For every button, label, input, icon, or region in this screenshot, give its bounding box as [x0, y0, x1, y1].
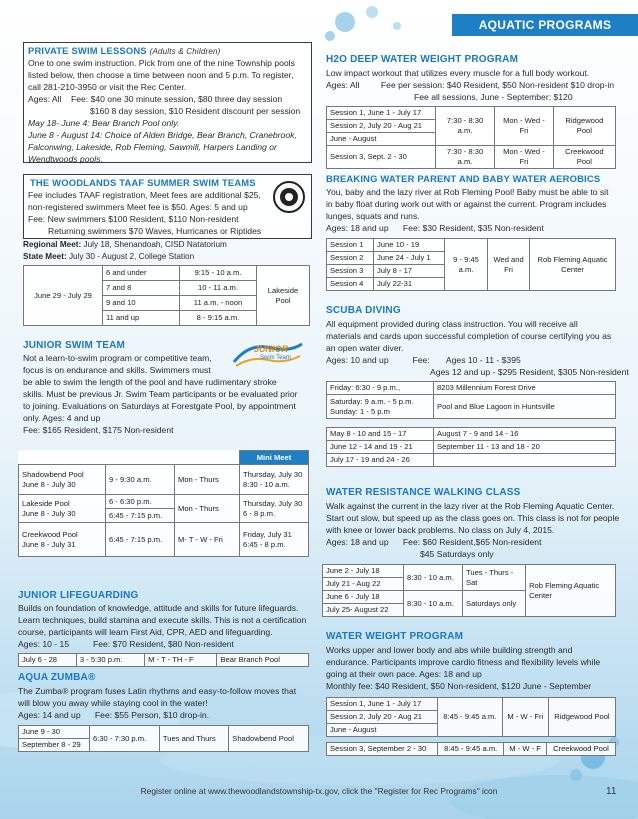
weight-table-2	[326, 742, 616, 756]
zumba-line-2: will blow you away while staying cool in the water!	[18, 698, 208, 708]
state-meet	[23, 251, 194, 263]
lifeguard-location: Bear Branch Pool	[217, 654, 309, 667]
shadow-pool-cell	[19, 465, 106, 495]
taaf-time-3: 8 - 9:15 a.m.	[180, 311, 257, 326]
scuba-r2b: Pool and Blue Lagoon in Huntsville	[434, 395, 616, 419]
breaking-d-0: June 10 - 19	[374, 239, 445, 252]
weight-loc-2: Creekwood Pool	[546, 743, 615, 756]
creek-pool: Creekwood Pool	[22, 529, 78, 539]
taaf-age-2: 9 and 10	[103, 296, 180, 311]
h2o-table	[326, 106, 616, 169]
scuba-line-3: an open water diver.	[326, 343, 404, 353]
junior-swim-logo	[232, 338, 304, 368]
h2o-line-1: Low impact workout that utilizes every muscle for a full body workout.	[326, 68, 590, 78]
scuba-line-2: materials and cards upon successful completion of course certifying you as	[326, 331, 612, 341]
scuba-title: SCUBA DIVING	[326, 305, 401, 316]
lake-meet: Thursday, July 30	[243, 498, 303, 508]
lake-time-1: 6 - 6:30 p.m.	[106, 495, 175, 509]
taaf-location: Lakeside Pool	[257, 266, 310, 326]
breaking-line-1: You, baby and the lazy river at Rob Fleming Pool! Baby must be able to sit	[326, 187, 609, 197]
junior-table	[18, 450, 309, 557]
private-line-4: Ages: All Fee: $40 one 30 minute session, $80 three day session	[28, 94, 283, 104]
zumba-d1: June 9 - 30	[19, 726, 90, 739]
weight-line-1: Works upper and lower body and abs while building strength and	[326, 645, 573, 655]
lifeguard-title: JUNIOR LIFEGUARDING	[18, 590, 139, 601]
taaf-line-3: Fee: New swimmers $100 Resident, $110 Non-resident	[28, 214, 239, 224]
zumba-title: AQUA ZUMBA®	[18, 672, 96, 683]
private-lessons-title	[28, 45, 221, 56]
walking-line-4: Ages: 18 and up Fee: $60 Resident,$65 Non-resident	[326, 537, 542, 547]
junior-title: JUNIOR SWIM TEAM	[23, 340, 126, 351]
private-line-5: $160 8 day session, $10 Resident discount per session	[90, 106, 301, 116]
weight-line-2: endurance. Participants improve cardio fitness and flexibility levels while	[326, 657, 601, 667]
walking-days2: Saturdays only	[463, 591, 526, 617]
scuba-line-1: All equipment provided during class instruction. You will receive all	[326, 319, 578, 329]
weight-time-2: 8:45 - 9:45 a.m.	[438, 743, 504, 756]
private-title-sub: (Adults & Children)	[149, 47, 221, 56]
lake-dates: June 8 - July 30	[22, 508, 76, 518]
lifeguard-table	[18, 653, 309, 667]
weight-line-4: Monthly fee: $40 Resident, $50 Non-resident, $120 June - September	[326, 681, 592, 691]
junior-line-1: Not a learn-to-swim program or competitive team,	[23, 353, 212, 363]
scuba-r2a: Saturday: 9 a.m. - 5 p.m.	[330, 396, 414, 406]
weight-days-2: M - W - F	[504, 743, 547, 756]
taaf-time-2: 11 a.m. - noon	[180, 296, 257, 311]
walking-d3: June 6 - July 18	[323, 591, 404, 604]
private-line-3: call 281-210-3950 or visit the Rec Center.	[28, 82, 187, 92]
weight-s1: Session 1, June 1 - July 17	[327, 698, 438, 711]
scuba-dates-table	[326, 427, 616, 467]
walking-days1: Tues - Thurs - Sat	[463, 565, 526, 591]
scuba-r2a-cell	[327, 395, 434, 419]
private-line-7: June 8 - August 14: Choice of Alden Bridge, Bear Branch, Cranebrook,	[28, 130, 297, 140]
state-label: State Meet:	[23, 252, 67, 261]
weight-table	[326, 697, 616, 737]
lake-meet-time: 6 - 8 p.m.	[243, 508, 276, 518]
junior-logo-sub: Swim Team	[260, 355, 291, 361]
junior-line-4: skills. Must be previous Jr. Swim Team participants or be evaluated prior	[23, 389, 298, 399]
private-line-6: May 18- June 4: Bear Branch Pool only.	[28, 118, 180, 128]
breaking-table	[326, 238, 616, 291]
lifeguard-line-3: course, participants will learn First Aid, CPR, AED and lifeguarding.	[18, 627, 273, 637]
walking-table	[322, 564, 616, 617]
scuba-line-5: Ages 12 and up - $295 Resident, $305 Non-resident	[430, 367, 629, 377]
lake-pool-cell	[19, 495, 106, 523]
private-title-text: PRIVATE SWIM LESSONS	[28, 45, 147, 56]
breaking-d-1: June 24 - July 1	[374, 252, 445, 265]
breaking-time: 9 - 9:45 a.m.	[445, 239, 488, 291]
breaking-d-3: July 22-31	[374, 278, 445, 291]
lake-days: Mon - Thurs	[175, 495, 240, 523]
section-banner: AQUATIC PROGRAMS	[452, 14, 638, 36]
weight-title: WATER WEIGHT PROGRAM	[326, 631, 464, 642]
lifeguard-line-4: Ages: 10 - 15 Fee: $70 Resident, $80 Non-resident	[18, 639, 234, 649]
creek-time: 6:45 - 7:15 p.m.	[106, 523, 175, 557]
weight-s4: Session 3, September 2 - 30	[327, 743, 438, 756]
creek-pool-cell	[19, 523, 106, 557]
junior-line-5: to joining. Evaluations on Saturdays at Forestgate Pool, by appointment	[23, 401, 296, 411]
breaking-line-3: lunges, squats and runs.	[326, 211, 420, 221]
taaf-line-2: non-registered swimmers Meet fee is $50. Ages: 5 and up	[28, 202, 248, 212]
zumba-table	[18, 725, 309, 752]
walking-line-5: $45 Saturdays only	[420, 549, 494, 559]
junior-line-2: focus is on endurance and skills. Swimmers must	[23, 365, 211, 375]
breaking-s-0: Session 1	[327, 239, 374, 252]
private-line-8: Falconwing, Lakeside, Rob Fleming, Sawmill, Harpers Landing or	[28, 142, 277, 152]
taaf-age-0: 6 and under	[103, 266, 180, 281]
regional-label: Regional Meet:	[23, 240, 82, 249]
creek-meet: Friday, July 31	[243, 529, 292, 539]
lifeguard-line-1: Builds on foundation of knowledge, attitude and skills for future lifeguards.	[18, 603, 299, 613]
scuba-r1a: Friday: 6:30 - 9 p.m.,	[327, 382, 434, 395]
taaf-logo-icon	[272, 180, 306, 214]
shadow-meet-cell	[240, 465, 309, 495]
walking-line-3: with knee or lower back problems. No class on July 4, 2015.	[326, 525, 555, 535]
walking-d2: July 21 - Aug 22	[323, 578, 404, 591]
walking-title: WATER RESISTANCE WALKING CLASS	[326, 487, 521, 498]
taaf-time-0: 9:15 - 10 a.m.	[180, 266, 257, 281]
lifeguard-dates: July 6 - 28	[19, 654, 77, 667]
regional-value: July 18, Shenandoah, CISD Natatorium	[81, 240, 227, 249]
mini-meet-header: Mini Meet	[240, 451, 309, 465]
shadow-meet: Thursday, July 30	[243, 469, 303, 479]
junior-line-6: only. Ages: 4 and up	[23, 413, 101, 423]
walking-line-2: Start out slow, but speed up as the class goes on. This class is not for people	[326, 513, 620, 523]
lifeguard-days: M - T - TH - F	[145, 654, 217, 667]
scuba-r2a2: Sunday: 1 - 5 p.m	[330, 406, 390, 416]
lifeguard-line-2: Learn techniques, build stamina and execute skills. This is not a certification	[18, 615, 307, 625]
h2o-loc: Ridgewood Pool	[553, 107, 615, 146]
taaf-age-3: 11 and up	[103, 311, 180, 326]
taaf-line-4: Returning swimmers $70 Waves, Hurricanes or Riptides	[48, 226, 262, 236]
taaf-age-1: 7 and 8	[103, 281, 180, 296]
h2o-time: 7:30 - 8:30 a.m.	[436, 107, 495, 146]
taaf-dates: June 29 - July 29	[24, 266, 103, 326]
taaf-time-1: 10 - 11 a.m.	[180, 281, 257, 296]
scuba-line-4: Ages: 10 and up Fee: Ages 10 - 11 - $395	[326, 355, 521, 365]
creek-dates: June 8 - July 31	[22, 539, 76, 549]
h2o-s3: June - August	[327, 133, 436, 146]
breaking-s-1: Session 2	[327, 252, 374, 265]
scuba-r1b: 8203 Millennium Forest Drive	[434, 382, 616, 395]
state-value: July 30 - August 2, College Station	[66, 252, 195, 261]
walking-t1: 8:30 - 10 a.m.	[404, 565, 463, 591]
shadow-dates: June 8 - July 30	[22, 479, 76, 489]
zumba-line-3: Ages: 14 and up Fee: $55 Person, $10 drop-in.	[18, 710, 210, 720]
scuba-d6-empty	[434, 454, 616, 467]
creek-meet-time: 6:45 - 8 p.m.	[243, 539, 286, 549]
page-number: 11	[606, 786, 617, 797]
breaking-line-2: in baby float during work out with or against the current. Program includes	[326, 199, 607, 209]
shadow-pool: Shadowbend Pool	[22, 469, 84, 479]
h2o-line-3: Fee all sessions, June - September: $120	[414, 92, 573, 102]
h2o-title: H2O DEEP WATER WEIGHT PROGRAM	[326, 54, 519, 65]
scuba-d1: May 8 - 10 and 15 - 17	[327, 428, 434, 441]
zumba-days: Tues and Thurs	[159, 726, 228, 752]
taaf-title: THE WOODLANDS TAAF SUMMER SWIM TEAMS	[30, 177, 256, 188]
taaf-table	[23, 265, 310, 326]
footer-register-text	[0, 786, 638, 796]
breaking-loc: Rob Fleming Aquatic Center	[530, 239, 616, 291]
weight-s3: June - August	[327, 724, 438, 737]
breaking-title: BREAKING WATER PARENT AND BABY WATER AEROBICS	[326, 173, 601, 184]
zumba-location: Shadowbend Pool	[229, 726, 309, 752]
lifeguard-time: 3 - 5:30 p.m.	[76, 654, 144, 667]
breaking-days: Wed and Fri	[488, 239, 530, 291]
shadow-days: Mon - Thurs	[175, 465, 240, 495]
shadow-time: 9 - 9:30 a.m.	[106, 465, 175, 495]
zumba-line-1: The Zumba® program fuses Latin rhythms and easy-to-follow moves that	[18, 686, 297, 696]
h2o-time-2: 7:30 - 8:30 a.m.	[436, 146, 495, 169]
regional-meet	[23, 239, 227, 251]
scuba-d3: June 12 - 14 and 19 - 21	[327, 441, 434, 454]
h2o-s1: Session 1, June 1 - July 17	[327, 107, 436, 120]
shadow-meet-time: 8:30 - 10 a.m.	[243, 479, 290, 489]
zumba-d2: September 8 - 29	[19, 739, 90, 752]
h2o-s4: Session 3, Sept. 2 - 30	[327, 146, 436, 169]
footer-text: Register online at www.thewoodlandstownship-tx.gov, click the "Register for Rec Programs" icon	[140, 786, 498, 796]
weight-s2: Session 2, July 20 - Aug 21	[327, 711, 438, 724]
scuba-d4: September 11 - 13 and 18 - 20	[434, 441, 616, 454]
private-line-2: listed below, then choose a time between noon and 5 p.m. To register,	[28, 70, 294, 80]
junior-line-3: be able to swim the length of the pool and have rudimentary stroke	[23, 377, 277, 387]
weight-line-3: going at their own pace. Ages: 18 and up	[326, 669, 482, 679]
h2o-loc-2: Creekwood Pool	[553, 146, 615, 169]
scuba-d5: July 17 - 19 and 24 - 26	[327, 454, 434, 467]
junior-line-7: Fee: $165 Resident, $175 Non-resident	[23, 425, 174, 435]
breaking-d-2: July 8 - 17	[374, 265, 445, 278]
walking-line-1: Walk against the current in the lazy river at the Rob Fleming Aquatic Center.	[326, 501, 615, 511]
h2o-days: Mon - Wed - Fri	[495, 107, 554, 146]
private-line-1: One to one swim instruction. Pick from one of the nine Township pools	[28, 58, 295, 68]
lake-time-2: 6:45 - 7:15 p.m.	[106, 509, 175, 523]
walking-d4: July 25- August 22	[323, 604, 404, 617]
private-line-9: Wendtwoods pools.	[28, 154, 103, 164]
scuba-d2: August 7 - 9 and 14 - 16	[434, 428, 616, 441]
weight-time: 8:45 - 9:45 a.m.	[438, 698, 503, 737]
h2o-line-2: Ages: All Fee per session: $40 Resident, $50 Non-resident $10 drop-in	[326, 80, 615, 90]
lake-meet-cell	[240, 495, 309, 523]
breaking-s-2: Session 3	[327, 265, 374, 278]
lake-pool: Lakeside Pool	[22, 498, 70, 508]
h2o-days-2: Mon - Wed - Fri	[495, 146, 554, 169]
junior-logo-text: JUNIOR	[254, 344, 289, 354]
taaf-line-1: Fee includes TAAF registration, Meet fees are additional $25,	[28, 190, 261, 200]
weight-loc: Ridgewood Pool	[548, 698, 615, 737]
walking-d1: June 2 - July 18	[323, 565, 404, 578]
breaking-line-4: Ages: 18 and up Fee: $30 Resident, $35 Non-resident	[326, 223, 544, 233]
scuba-location-table	[326, 381, 616, 419]
weight-days: M - W - Fri	[502, 698, 548, 737]
creek-meet-cell	[240, 523, 309, 557]
h2o-s2: Session 2, July 20 - Aug 21	[327, 120, 436, 133]
walking-loc: Rob Fleming Aquatic Center	[526, 565, 616, 617]
breaking-s-3: Session 4	[327, 278, 374, 291]
creek-days: M- T - W - Fri	[175, 523, 240, 557]
zumba-time: 6:30 - 7:30 p.m.	[90, 726, 160, 752]
walking-t2: 8:30 - 10 a.m.	[404, 591, 463, 617]
